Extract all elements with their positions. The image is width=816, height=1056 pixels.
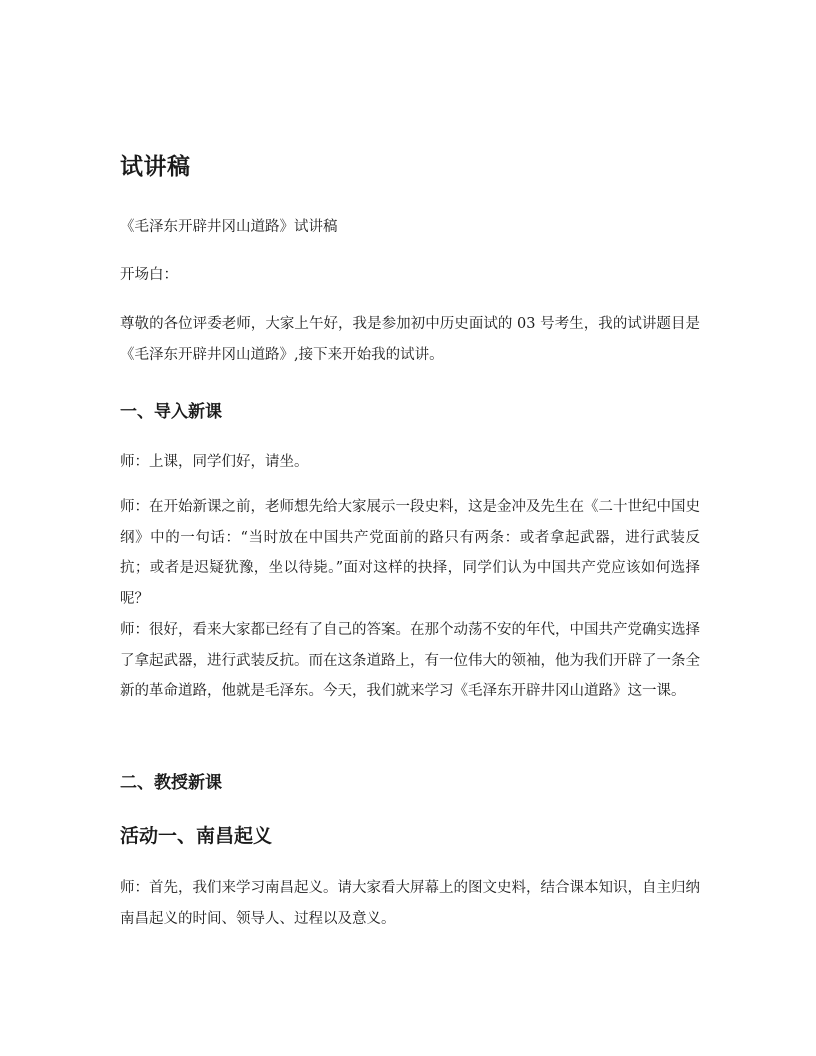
paragraph-nanchang-task: 师：首先，我们来学习南昌起义。请大家看大屏幕上的图文史料，结合课本知识，自主归纳南昌起义的时间、领导人、过程以及意义。 bbox=[120, 880, 700, 927]
page-title: 试讲稿 bbox=[120, 154, 191, 180]
section-heading-new-lesson: 二、教授新课 bbox=[120, 773, 222, 793]
paragraph-historical-source: 师：在开始新课之前，老师想先给大家展示一段史料，这是金冲及先生在《二十世纪中国史纲》中的一句话：“当时放在中国共产党面前的路只有两条：或者拿起武器，进行武装反抗；或者是迟疑犹豫，坐以待毙。”面对这样的抉择，同学们认为中国共产党应该如何选择呢？ bbox=[120, 499, 700, 607]
opening-label: 开场白： bbox=[120, 267, 178, 283]
paragraph-transition: 师：很好，看来大家都已经有了自己的答案。在那个动荡不安的年代，中国共产党确实选择了拿起武器，进行武装反抗。而在这条道路上，有一位伟大的领袖，他为我们开辟了一条全新的革命道路，他就是毛泽东。今天，我们就来学习《毛泽东开辟井冈山道路》这一课。 bbox=[120, 622, 700, 699]
paragraph-greeting: 师：上课，同学们好，请坐。 bbox=[120, 454, 309, 470]
opening-paragraph: 尊敬的各位评委老师，大家上午好，我是参加初中历史面试的 03 号考生，我的试讲题目是《毛泽东开辟井冈山道路》,接下来开始我的试讲。 bbox=[120, 316, 700, 363]
section-heading-intro: 一、导入新课 bbox=[120, 402, 222, 422]
activity-heading-nanchang: 活动一、南昌起义 bbox=[120, 825, 273, 847]
subtitle: 《毛泽东开辟井冈山道路》试讲稿 bbox=[120, 219, 338, 235]
